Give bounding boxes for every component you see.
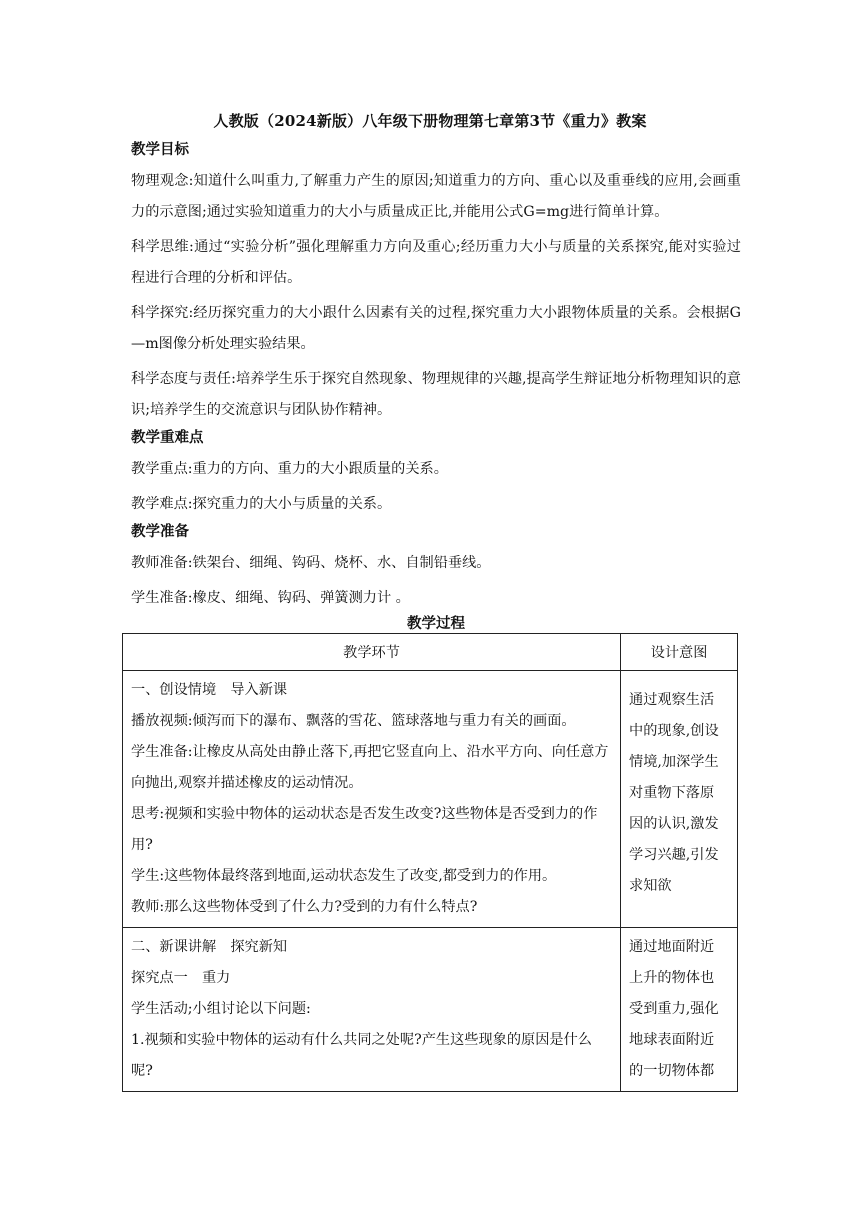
intent-line: 情境,加深学生 bbox=[629, 754, 719, 770]
intent-line: 中的现象,创设 bbox=[629, 723, 719, 739]
section-key-points bbox=[131, 428, 741, 520]
intent-line: 受到重力,强化 bbox=[629, 1001, 719, 1017]
teaching-process-table bbox=[122, 633, 738, 1092]
intent-line: 因的认识,激发 bbox=[629, 816, 719, 832]
paragraph: 物理观念:知道什么叫重力,了解重力产生的原因;知道重力的方向、重心以及重垂线的应用,会画重力的示意图;通过实验知道重力的大小与质量成正比,并能用公式G=mg进行简单计算。 bbox=[131, 173, 741, 220]
section-objectives bbox=[131, 140, 741, 426]
paragraph: 科学探究:经历探究重力的大小跟什么因素有关的过程,探究重力大小跟物体质量的关系。会根据G—m图像分析处理实验结果。 bbox=[131, 305, 741, 352]
document-body bbox=[131, 140, 741, 634]
paragraph: 教学难点:探究重力的大小与质量的关系。 bbox=[131, 496, 392, 512]
design-intent-cell bbox=[621, 928, 738, 1092]
intent-line: 通过地面附近 bbox=[629, 939, 715, 955]
design-intent-cell bbox=[621, 671, 738, 928]
step-line: 学生准备:让橡皮从高处由静止落下,再把它竖直向上、沿水平方向、向任意方向抛出,观察并描述橡皮的运动情况。 bbox=[131, 744, 609, 791]
column-header: 设计意图 bbox=[621, 634, 738, 671]
section-heading: 教学重难点 bbox=[131, 429, 204, 446]
step-line: 二、新课讲解 探究新知 bbox=[131, 939, 288, 955]
table-row bbox=[123, 671, 738, 928]
intent-line: 通过观察生活 bbox=[629, 692, 715, 708]
column-header: 教学环节 bbox=[123, 634, 621, 671]
intent-line: 学习兴趣,引发 bbox=[629, 847, 719, 863]
table-header-row bbox=[123, 634, 738, 671]
process-step-cell bbox=[123, 928, 621, 1092]
intent-line: 求知欲 bbox=[629, 878, 672, 894]
step-line: 一、创设情境 导入新课 bbox=[131, 682, 288, 698]
intent-line: 上升的物体也 bbox=[629, 970, 715, 986]
intent-line: 地球表面附近 bbox=[629, 1032, 715, 1048]
process-heading: 教学过程 bbox=[407, 615, 465, 632]
paragraph: 科学态度与责任:培养学生乐于探究自然现象、物理规律的兴趣,提高学生辩证地分析物理知识的意识;培养学生的交流意识与团队协作精神。 bbox=[131, 371, 741, 418]
document-title: 人教版（2024新版）八年级下册物理第七章第3节《重力》教案 bbox=[213, 112, 647, 130]
table-row bbox=[123, 928, 738, 1092]
step-line: 探究点一 重力 bbox=[131, 970, 231, 986]
process-step-cell bbox=[123, 671, 621, 928]
step-line: 教师:那么这些物体受到了什么力?受到的力有什么特点? bbox=[131, 899, 478, 915]
step-line: 思考:视频和实验中物体的运动状态是否发生改变?这些物体是否受到力的作用? bbox=[131, 806, 598, 853]
step-line: 学生活动;小组讨论以下问题: bbox=[131, 1001, 311, 1017]
step-line: 1.视频和实验中物体的运动有什么共同之处呢?产生这些现象的原因是什么呢? bbox=[131, 1032, 592, 1079]
paragraph: 教学重点:重力的方向、重力的大小跟质量的关系。 bbox=[131, 461, 448, 477]
paragraph: 科学思维:通过“实验分析”强化理解重力方向及重心;经历重力大小与质量的关系探究,能对实验过程进行合理的分析和评估。 bbox=[131, 239, 741, 286]
intent-line: 对重物下落原 bbox=[629, 785, 715, 801]
section-preparation bbox=[131, 522, 741, 614]
section-heading: 教学准备 bbox=[131, 523, 189, 540]
paragraph: 学生准备:橡皮、细绳、钩码、弹簧测力计 。 bbox=[131, 590, 410, 606]
step-line: 播放视频:倾泻而下的瀑布、飘落的雪花、篮球落地与重力有关的画面。 bbox=[131, 713, 576, 729]
intent-line: 的一切物体都 bbox=[629, 1063, 715, 1079]
paragraph: 教师准备:铁架台、细绳、钩码、烧杯、水、自制铅垂线。 bbox=[131, 555, 491, 571]
step-line: 学生:这些物体最终落到地面,运动状态发生了改变,都受到力的作用。 bbox=[131, 868, 557, 884]
section-heading: 教学目标 bbox=[131, 141, 189, 158]
